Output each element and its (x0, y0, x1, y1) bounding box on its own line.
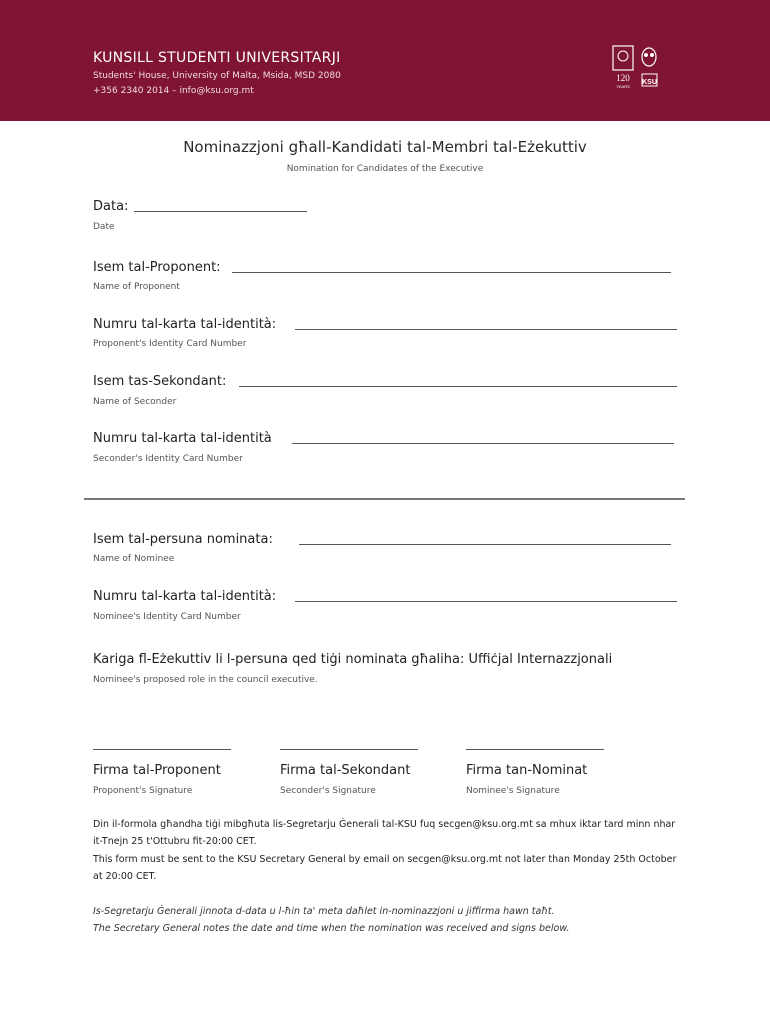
seconder-signature-label: Firma tal-Sekondant (280, 763, 411, 778)
proponent-name-english: Name of Proponent (93, 282, 180, 292)
seconder-id-input-line[interactable] (292, 443, 674, 444)
seconder-signature-english: Seconder's Signature (280, 786, 376, 796)
role-english: Nominee's proposed role in the council executive. (93, 675, 318, 685)
role-label: Kariga fl-Eżekuttiv li l-persuna qed tiġi nominata għaliha: (93, 652, 465, 667)
org-name: KUNSILL STUDENTI UNIVERSITARJI (93, 50, 341, 66)
nominee-id-english: Nominee's Identity Card Number (93, 612, 241, 622)
proponent-name-input-line[interactable] (232, 272, 671, 273)
secretary-note-maltese: Is-Segretarju Ġenerali jinnota d-data u l-ħin ta' meta daħlet in-nominazzjoni u jiffirma hawn taħt. (93, 906, 555, 917)
secretary-note-english: The Secretary General notes the date and time when the nomination was received and signs below. (93, 923, 570, 934)
seconder-id-english: Seconder's Identity Card Number (93, 454, 243, 464)
proponent-signature-label: Firma tal-Proponent (93, 763, 221, 778)
role-value: Uffiċjal Internazzjonali (468, 652, 613, 667)
section-divider (84, 498, 685, 500)
proponent-id-label: Numru tal-karta tal-identità: (93, 317, 277, 332)
nominee-id-input-line[interactable] (295, 601, 677, 602)
nominee-name-label: Isem tal-persuna nominata: (93, 532, 273, 547)
proponent-signature-line[interactable] (93, 749, 231, 750)
ksu-logo (612, 44, 660, 90)
proponent-id-english: Proponent's Identity Card Number (93, 339, 247, 349)
form-subtitle: Nomination for Candidates of the Executive (286, 164, 484, 174)
proponent-signature-english: Proponent's Signature (93, 786, 193, 796)
logo-years-label: YEARS (616, 84, 630, 89)
nominee-signature-label: Firma tan-Nominat (466, 763, 588, 778)
role-row (93, 652, 612, 667)
nominee-name-english: Name of Nominee (93, 554, 175, 564)
submission-note-maltese: Din il-formola għandha tiġi mibgħuta lis-Segretarju Ġenerali tal-KSU fuq secgen@ksu.org.mt sa mhux iktar tard minn nhar it-Tnejn 25 t'Ottubru fit-20:00 CET. (93, 819, 676, 847)
logo-ksu: KSU (642, 79, 657, 86)
logo-years-number: 120 (616, 73, 630, 83)
nominee-name-input-line[interactable] (299, 544, 671, 545)
seconder-signature-line[interactable] (280, 749, 418, 750)
seconder-name-input-line[interactable] (239, 386, 677, 387)
nominee-signature-line[interactable] (466, 749, 604, 750)
org-contact: +356 2340 2014 – info@ksu.org.mt (93, 86, 254, 96)
letterhead (0, 0, 770, 121)
org-address: Students' House, University of Malta, Msida, MSD 2080 (93, 71, 341, 81)
proponent-name-label: Isem tal-Proponent: (93, 260, 221, 275)
proponent-id-input-line[interactable] (295, 329, 677, 330)
seconder-name-label: Isem tas-Sekondant: (93, 374, 227, 389)
seconder-id-label: Numru tal-karta tal-identità (93, 431, 272, 446)
nominee-signature-english: Nominee's Signature (466, 786, 560, 796)
nominee-id-label: Numru tal-karta tal-identità: (93, 589, 277, 604)
seconder-name-english: Name of Seconder (93, 397, 177, 407)
date-label: Data: (93, 199, 129, 214)
date-english: Date (93, 222, 115, 232)
submission-note-english: This form must be sent to the KSU Secretary General by email on secgen@ksu.org.mt not later than Monday 25th October at 20:00 CET. (93, 854, 677, 882)
form-title: Nominazzjoni għall-Kandidati tal-Membri tal-Eżekuttiv (183, 138, 587, 156)
date-input-line[interactable] (134, 211, 307, 212)
